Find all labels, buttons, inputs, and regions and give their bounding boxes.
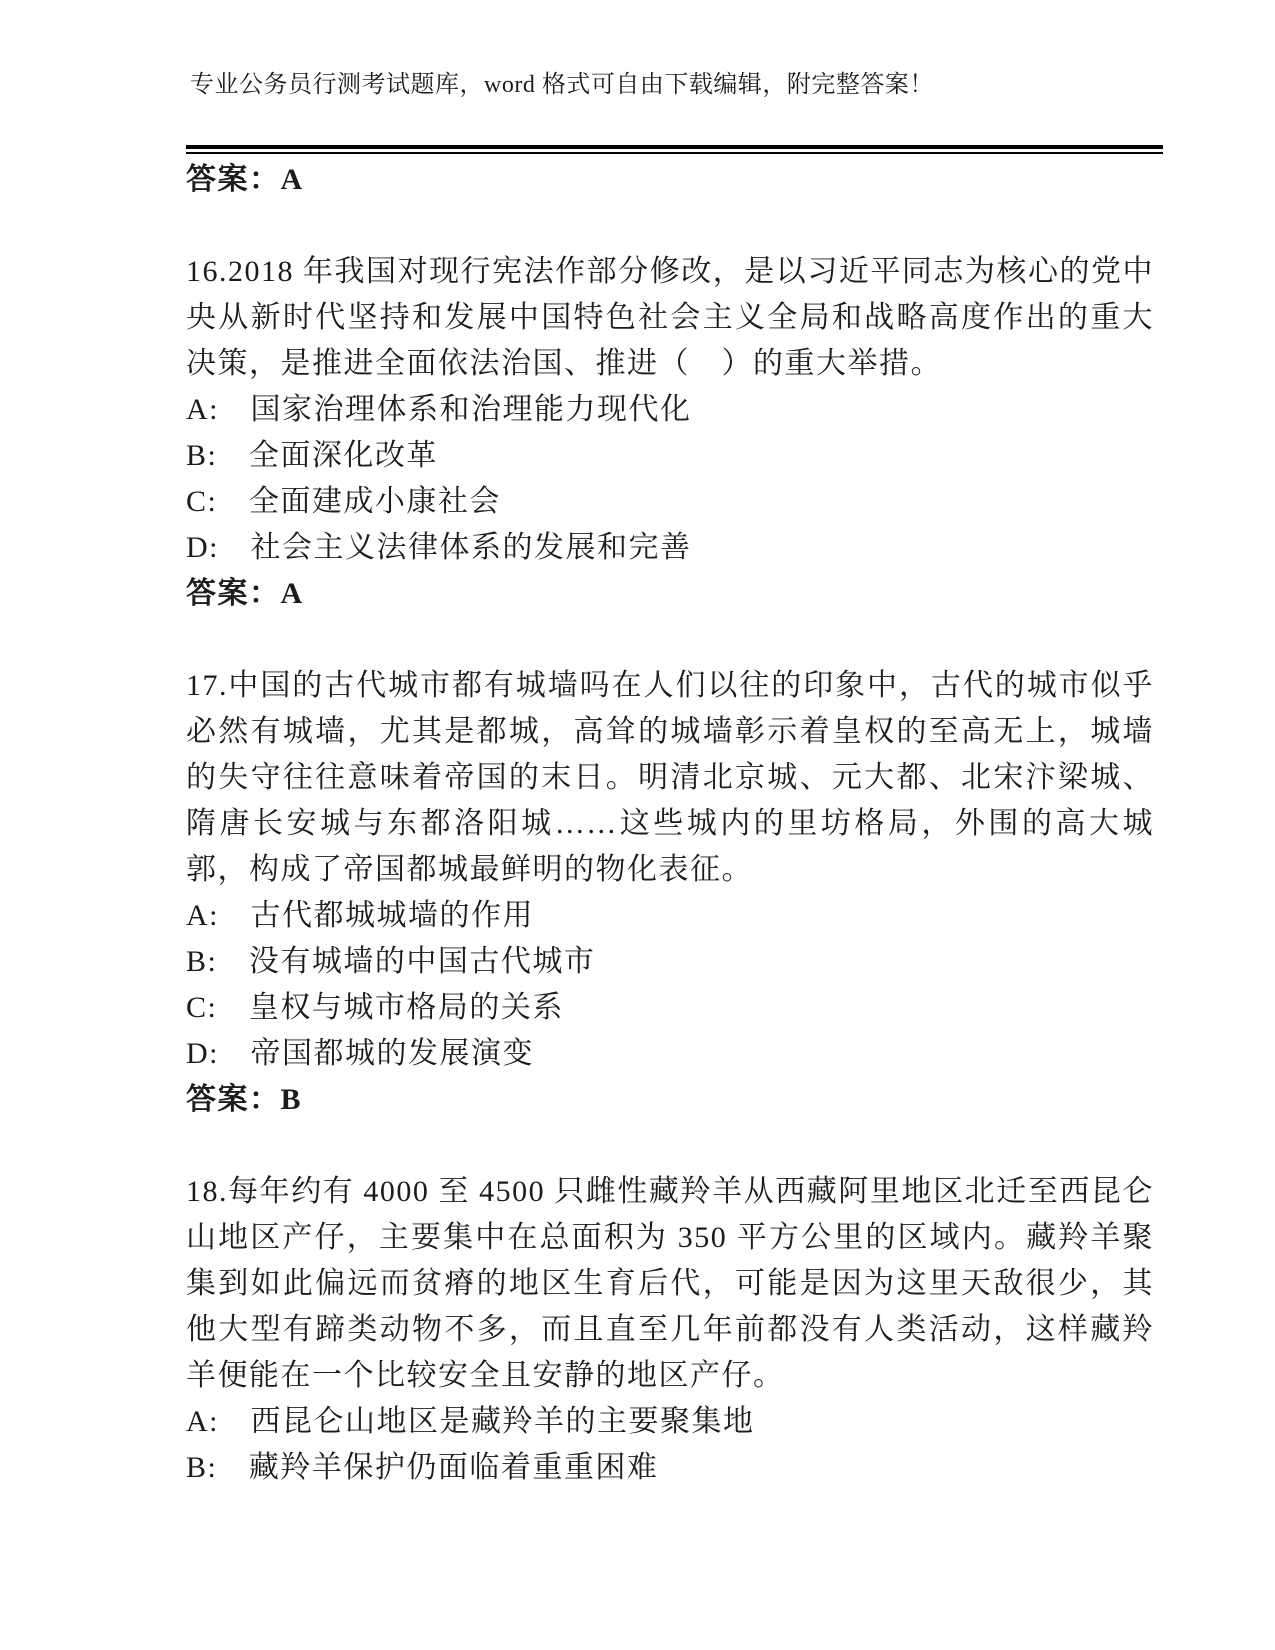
- option-d: D: 社会主义法律体系的发展和完善: [186, 531, 692, 564]
- answer-line: 答案：A: [186, 163, 304, 196]
- page-header: 专业公务员行测考试题库，word 格式可自由下载编辑，附完整答案！: [190, 72, 934, 98]
- option-b: B: 藏羚羊保护仍面临着重重困难: [186, 1451, 659, 1484]
- document-body: [186, 157, 1154, 1491]
- option-a: A: 西昆仑山地区是藏羚羊的主要聚集地: [186, 1405, 755, 1438]
- option-c: C: 全面建成小康社会: [186, 485, 501, 518]
- answer-line: 答案：A: [186, 577, 304, 610]
- question-18: [186, 1169, 1154, 1491]
- question-17: [186, 663, 1154, 1123]
- option-c: C: 皇权与城市格局的关系: [186, 991, 564, 1024]
- question-stem: 18.每年约有 4000 至 4500 只雌性藏羚羊从西藏阿里地区北迁至西昆仑山地区产仔，主要集中在总面积为 350 平方公里的区域内。藏羚羊聚集到如此偏远而贫瘠的地区生育后代，可能是因为这里天敌很少，其他大型有蹄类动物不多，而且直至几年前都没有人类活动，这样藏羚羊便能在一个比较安全且安静的地区产仔。: [186, 1175, 1154, 1392]
- answer-line: 答案：B: [186, 1083, 303, 1116]
- option-b: B: 没有城墙的中国古代城市: [186, 945, 596, 978]
- header-rule: [186, 145, 1163, 154]
- question-16: [186, 249, 1154, 617]
- option-a: A: 古代都城城墙的作用: [186, 899, 534, 932]
- option-d: D: 帝国都城的发展演变: [186, 1037, 534, 1070]
- option-a: A: 国家治理体系和治理能力现代化: [186, 393, 692, 426]
- question-stem: 17.中国的古代城市都有城墙吗在人们以往的印象中，古代的城市似乎必然有城墙，尤其是都城，高耸的城墙彰示着皇权的至高无上，城墙的失守往往意味着帝国的末日。明清北京城、元大都、北宋汴梁城、隋唐长安城与东都洛阳城……这些城内的里坊格局，外围的高大城郭，构成了帝国都城最鲜明的物化表征。: [186, 669, 1154, 886]
- option-b: B: 全面深化改革: [186, 439, 438, 472]
- question-stem: 16.2018 年我国对现行宪法作部分修改，是以习近平同志为核心的党中央从新时代坚持和发展中国特色社会主义全局和战略高度作出的重大决策，是推进全面依法治国、推进（ ）的重大举措。: [186, 255, 1154, 380]
